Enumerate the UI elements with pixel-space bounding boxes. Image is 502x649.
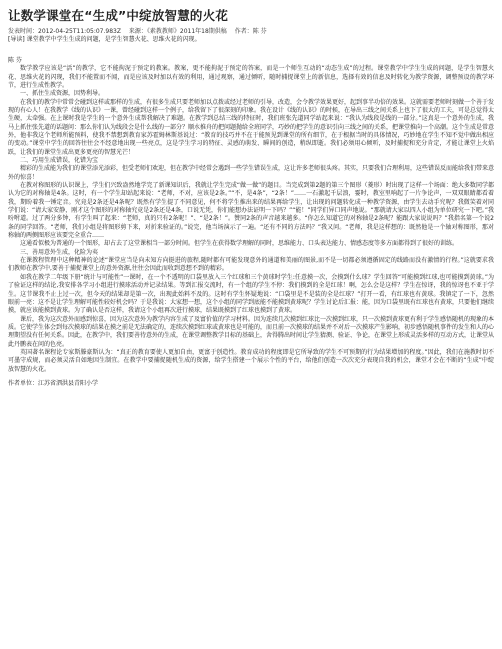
publish-date: 发表时间：2012-04-25T11:05:07.983Z bbox=[8, 28, 121, 35]
author-affiliation: 作者单位：江苏省泗洪县青阳小学 bbox=[8, 379, 99, 387]
paragraph-section-1: 在我们的教学中常常会碰到这样或那样的生成，有很多生成只要老师加以点拨或经过老师的引导，改造，会令教学效果更好，起到事半功倍的效果。这就需要老师时刻做一个善于发现的有心人！在我教学《线的认识》一课，曾经碰到这样一个例子，给我留下了很深刻的印象。我在设计《线的认识》的时候，在导出三线之间关系上也下了很大的工夫，可是总觉得太生硬，太牵强。在上课时我是学生的一个意外生成帮我解决了难题。在教学到总结三线的特征时，我们班张先道同学站起来说：“我认为线段是线的一部分。”这真是一个意外的生成，我马上抓住张先道的话题问：那么你们认为线段会是什么线的一部分？顺水推舟的把问题抛给全班同学，巧妙的把学生的意识引向三线之间的关系，把课堂推向一个高潮。这个生成是常意外，他非我这个老师所能预料，使我不禁想到教育家苏霍姆林斯基说过：“教育的技巧并不在于能预见到课堂的所有细节，在于根据当时的具体情况，巧妙地在学生不知不觉中做出相应的变动。”课堂中学生的回答往往会不经意地出现一些亮点，这是学生学习的特征、灵感的萌发、瞬间的创造，稍纵即逝。我们必须用心倾听，及时捕捉和充分肯定，才能让课堂上火焰跃，让我们的课堂生成出更多更亮的智慧光芒！ bbox=[8, 98, 495, 156]
article-author: 作者：陈 芬 bbox=[234, 28, 267, 35]
paragraph-intro: 数学教学应该是“活”的教学，它不能拘泥于预定的教案。教案，更不能拘泥于预定的答案，而是一个师生互动的“动态生成”的过程。课堂教学中学生生成的问题，是学生智慧火花、思维火花的闪现，我们不能置而不闻，而是应该及时加以有效的利用，通过观察，通过倾听，随时捕捉课堂上的新信息，选择有效的信息及时转化为教学资源，调整预设的教学环节，进行生成性教学。 bbox=[8, 65, 494, 89]
paragraph-section-2c: 这通看似极为普通的一个图形，却占去了这堂课相当一部分时间。但学生在获得数学理解的同时，思维能力、口头表达能力、情感态度等多方面都得到了很好的训练。 bbox=[20, 240, 459, 248]
paragraph-section-3a: 在课教程管理中这种精神的论述“课堂应当是向未知方向挺进的旅程,随时都有可能发现意外的通道和美丽的图景,而不是一切都必须遵循固定的线路而没有激情的行程。”这就要求我们教师在教学中,要善于捕捉课堂上的意外资源,往往会因此而收到意想不到的精彩。 bbox=[8, 257, 494, 273]
paragraph-section-2b: 在教对称图形的认识课上，学生们兴致盎然地学完了新课知识后，我就让学生完成“做一做”的题目。当完成到第2题的第三个图形（菱形）时出现了这样一个场面：绝大多数同学都认为它的对称轴是4条。这时，有一个学生却站起来说：“老师，不对，应该是2条。”“不，是4条”，“2条！”……一石激起千层浪，霎时，教室里响起了一片争论声，一双双眼睛都看着我，期盼着我一锤定音。究竟是2条还是4条呢？既然有学生提了不同意见，何不将学生推出来的结果再给学生，让出现的问题转化成一种教学资源，由学生去动手究呢？我微笑着对同学们说：“请大家安静，刚才这个图形的对称轴究竟是2条还是4条，口说无凭，你们能想办法证明一下吗？”“能！”同学们异口同声地说。“那就请大家以四人小组为单位研究一下吧。”我吩咐道。过了两分多钟，有学生叫了起来：“老师，真的只有2条呢！”、“是2条！”。赞同2条的声音越来越多。“你怎么知道它的对称轴是2条呢？能跟大家说说吗？”我指名第一个说2条的同学回答。“老师，我们小组是将图形剪下来，对折来验证的。”说完，他当场演示了一遍。“还有不同的方法吗？”我又问。“老师，我是这样想的：既然他是一个轴对称图形，那对称轴的两侧图形应该要完全重合…… bbox=[8, 182, 494, 240]
paragraph-section-3b: 如我在教学二年级下册“统计与可能性”一课时，在一个不透明的口袋里放入三个红球和三个黄球时学生:任意摸一次，会摸到什么球？学生回答“可能摸到红球,也可能摸到黄球。”为了验证这样的结论,我安排各学习小组进行摸球活动并记录结果。等到汇报交流时，有一个组的学生不停：我们摸到的全是红球！啊，怎么会是这样？学生在惊讶，我的惊讶也不亚于学生。这节课我不止上过一次，但今天的结果却是第一次，出现此始料不及的。这时有学生怀疑地说：“口袋里是不是装的全是红球？”打开一看，有红球也有黄球。我镇定了一下，忽然眼前一亮：这不是让学生理解可能性较好机会吗？于是我说：大家想一想，这个小组的同学到底能不能摸到黄球呢？学生讨论后汇报：能，因为口袋里既有红球也有黄球，只要他们继续摸，就应该能摸到黄球。为了确认是否这样，我请这个小组再次进行摸球，结果既摸到了红球也摸到了黄球。 bbox=[8, 273, 495, 315]
section-heading-2: 二、巧用生成错误，化错为宝 bbox=[20, 157, 99, 164]
article-source: 来源：《素教教师》2011年18期供稿 bbox=[128, 28, 227, 35]
paragraph-section-3c: 课后，我为这次意外而感到惊喜，因为这次意外为教学内容生成了及富价值的学习材料。因为连续几次摸到红球比一次摸到红球，只一次摸到黄球更有利于学生感悟随机的现象的本质。它使学生体会到每次摸球的结果在摸之前是无法确定的，连续次摸到红球或黄球也是可能的，而且前一次摸球的结果并不对后一次摸球产生影响，初步感悟随机事件的发生和人的心理期望没有任何关系。因此，在教学中，我们要善待意外的生成，在课堂调整教学目标的基础上，舍得腾出时间让学生猜测、验证、争论，在课堂上形成灵活多样的互动方式，让课堂从此丹鹏表在问的色亮。 bbox=[8, 315, 495, 348]
section-heading-1: 一、抓住生成资源，因势利导。 bbox=[20, 90, 105, 98]
section-heading-3: 三、善用意外生成，化险为夷 bbox=[20, 248, 99, 256]
article-title: 让数学课堂在“生成”中绽放智慧的火花 bbox=[8, 8, 229, 23]
paragraph-conclusion: 英国著名课程论专家斯滕豪斯认为：“真正的教育要使人更加自由，更富于创造性。教育成功的程度即是它所导致的学生不可预期的行为结果增加的程度。”因此，我们在施教时切不可墨守成规，而必须灵活自如地因生制宜。在教学中要捕捉随机生成的资源，给学生搭建一个展示个性的平台，给他们创造一次次充分表现自我的机会，课堂才会在不断的“生成”中绽放智慧的火花。 bbox=[8, 348, 494, 373]
article-byline: 陈 芬 bbox=[8, 56, 22, 64]
paragraph-section-2a: 精彩的生成能为我们的课堂添光添彩，但受老师们欢迎，但在教学中经常会遇到一些学生错误生成，这让许多老师很头疼。其实，只要我们合理利用，这些错误反而能给我们带来意外的惊喜！ bbox=[8, 165, 495, 181]
article-abstract: [导读] 课堂教学中学生生成的问题，是学生智慧火花、思维火花的闪现。 bbox=[8, 36, 201, 44]
